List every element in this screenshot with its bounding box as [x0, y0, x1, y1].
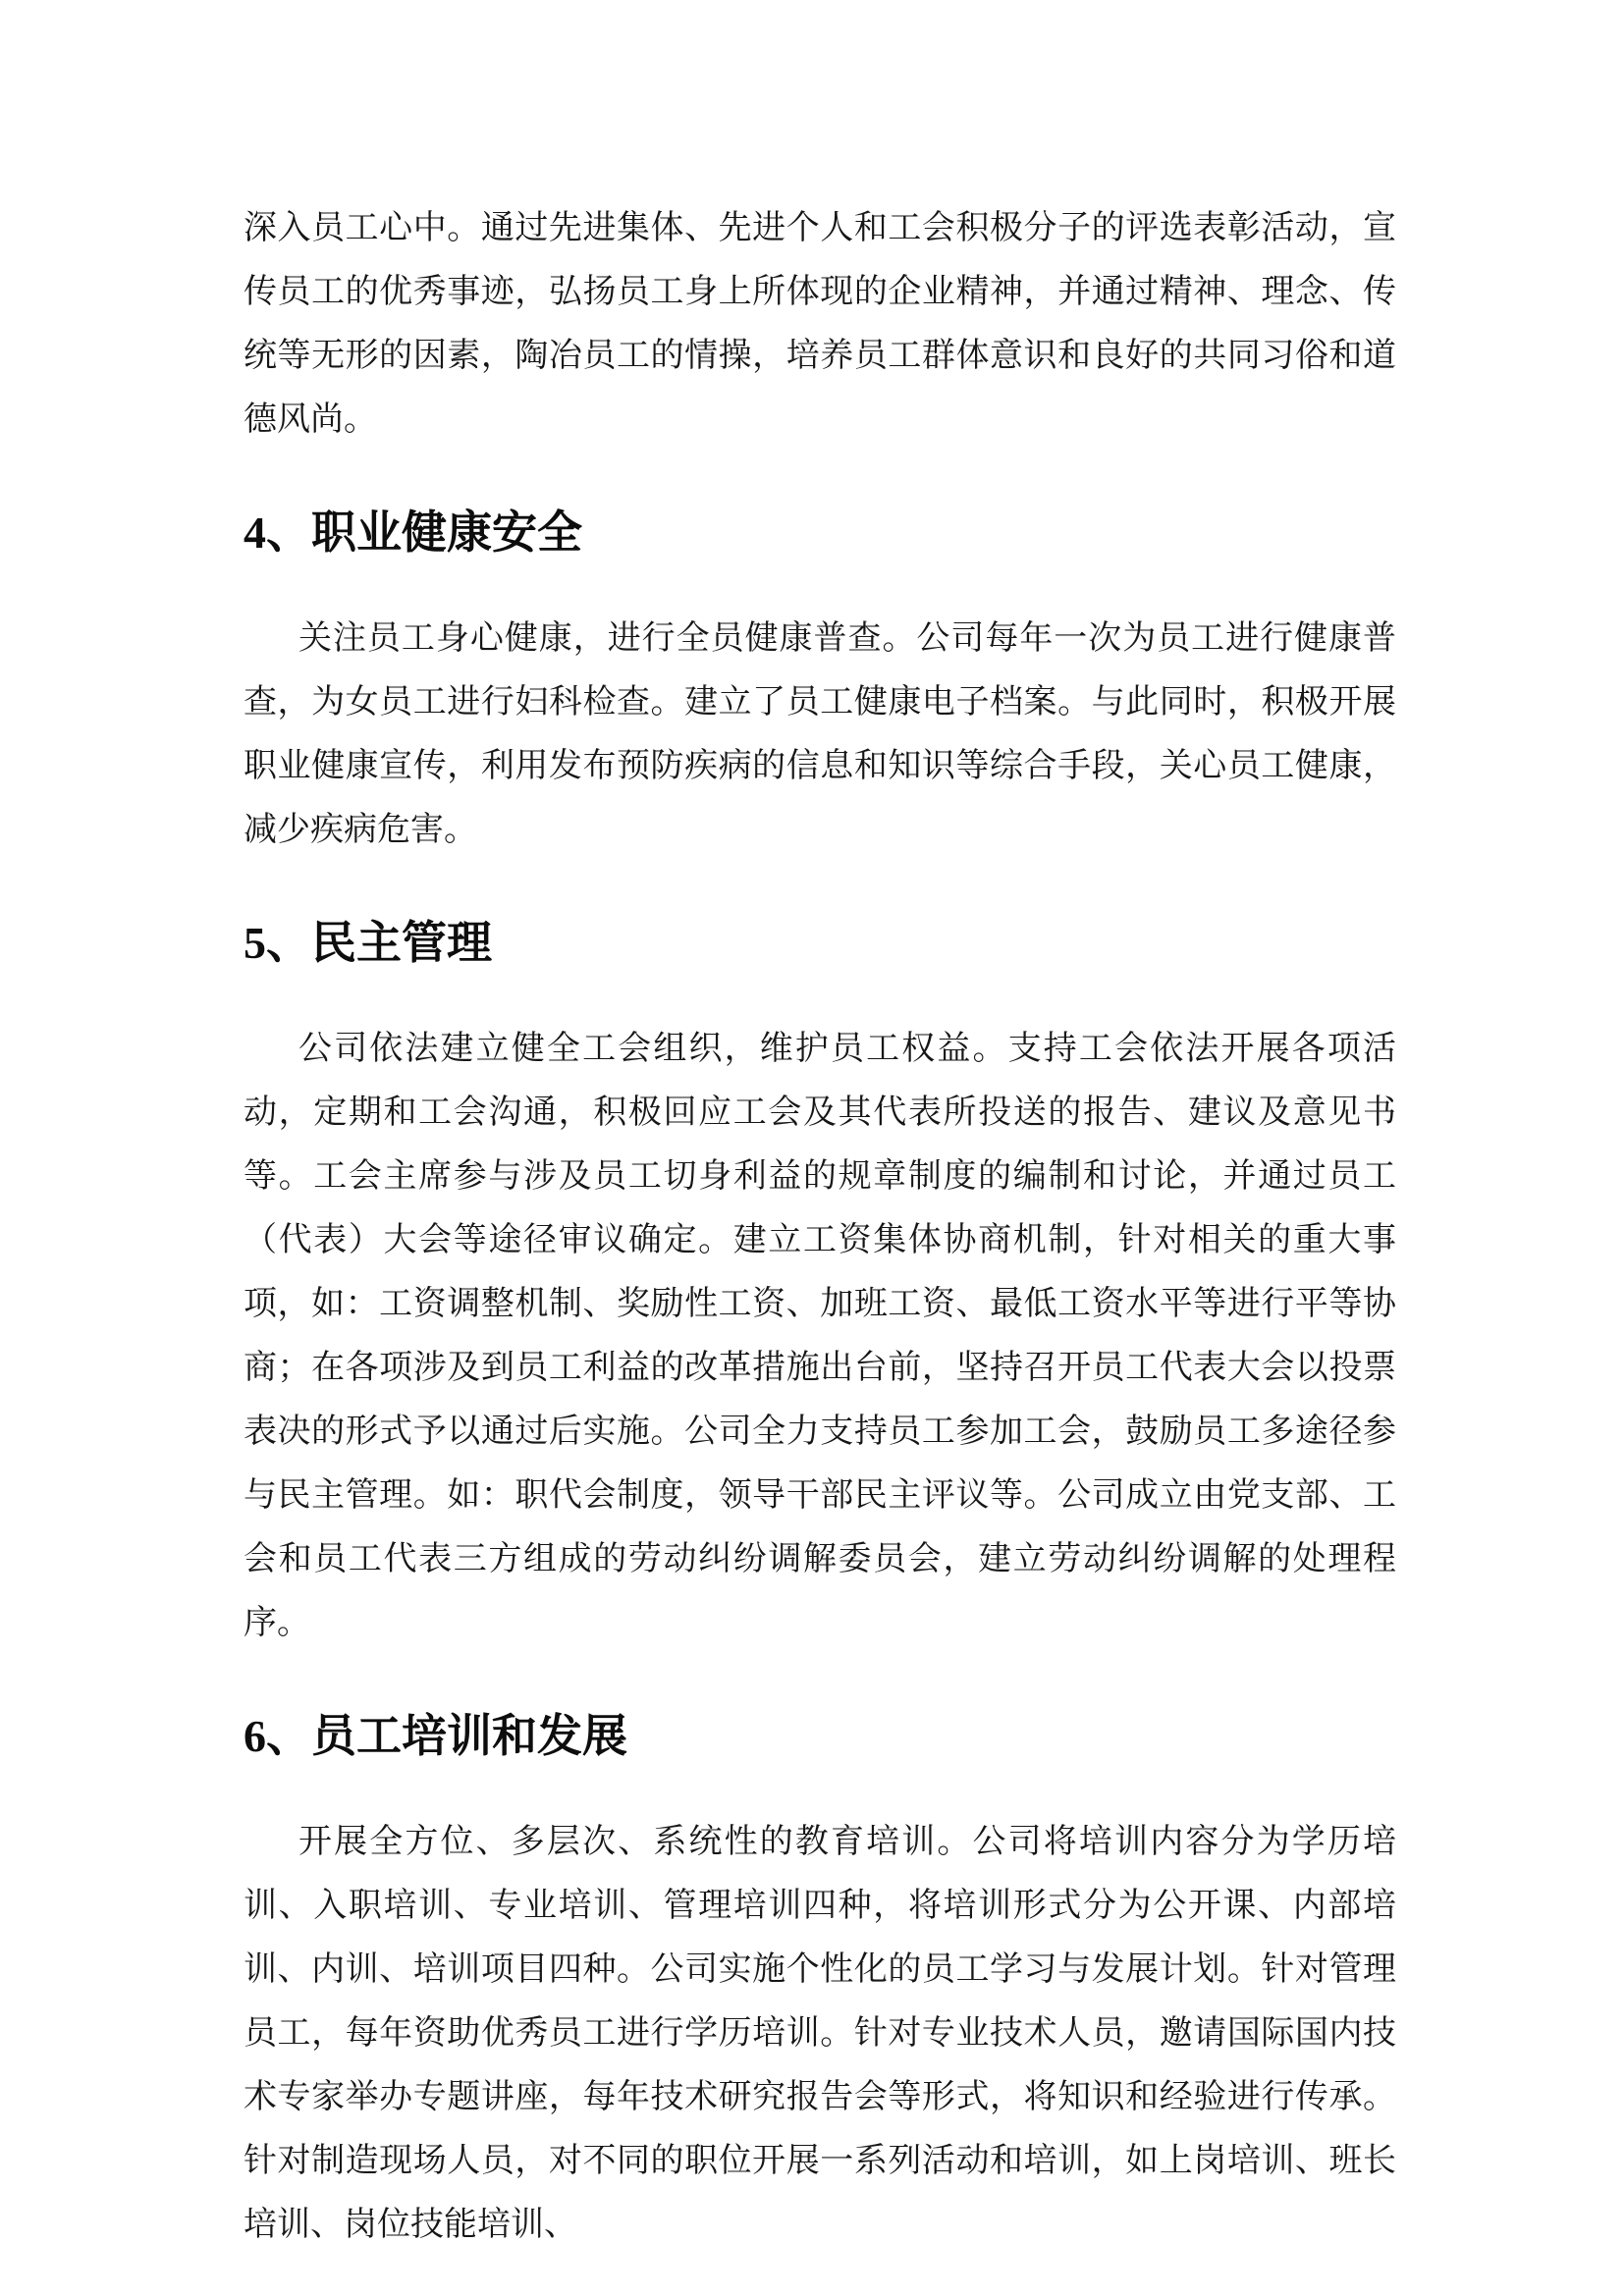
section-heading-occupational-health-safety: 4、职业健康安全 — [244, 507, 582, 558]
continuation-paragraph: 深入员工心中。通过先进集体、先进个人和工会积极分子的评选表彰活动，宣传员工的优秀事迹，弘扬员工身上所体现的企业精神，并通过精神、理念、传统等无形的因素，陶冶员工的情操，培养员工群体意识和良好的共同习俗和道德风尚。 — [244, 210, 1396, 438]
section-body-democratic-management: 公司依法建立健全工会组织，维护员工权益。支持工会依法开展各项活动，定期和工会沟通，积极回应工会及其代表所投送的报告、建议及意见书等。工会主席参与涉及员工切身利益的规章制度的编制和讨论，并通过员工（代表）大会等途径审议确定。建立工资集体协商机制，针对相关的重大事项，如：工资调整机制、奖励性工资、加班工资、最低工资水平等进行平等协商；在各项涉及到员工利益的改革措施出台前，坚持召开员工代表大会以投票表决的形式予以通过后实施。公司全力支持员工参加工会，鼓励员工多途径参与民主管理。如：职代会制度，领导干部民主评议等。公司成立由党支部、工会和员工代表三方组成的劳动纠纷调解委员会，建立劳动纠纷调解的处理程序。 — [244, 1031, 1396, 1641]
section-body-employee-training-development: 开展全方位、多层次、系统性的教育培训。公司将培训内容分为学历培训、入职培训、专业培训、管理培训四种，将培训形式分为公开课、内部培训、内训、培训项目四种。公司实施个性化的员工学习与发展计划。针对管理员工，每年资助优秀员工进行学历培训。针对专业技术人员，邀请国际国内技术专家举办专题讲座，每年技术研究报告会等形式，将知识和经验进行传承。针对制造现场人员，对不同的职位开展一系列活动和培训，如上岗培训、班长培训、岗位技能培训、 — [244, 1824, 1396, 2243]
section-heading-employee-training-development: 6、员工培训和发展 — [244, 1711, 627, 1761]
section-heading-democratic-management: 5、民主管理 — [244, 918, 492, 968]
section-body-occupational-health-safety: 关注员工身心健康，进行全员健康普查。公司每年一次为员工进行健康普查，为女员工进行妇科检查。建立了员工健康电子档案。与此同时，积极开展职业健康宣传，利用发布预防疾病的信息和知识等综合手段，关心员工健康，减少疾病危害。 — [244, 620, 1396, 848]
